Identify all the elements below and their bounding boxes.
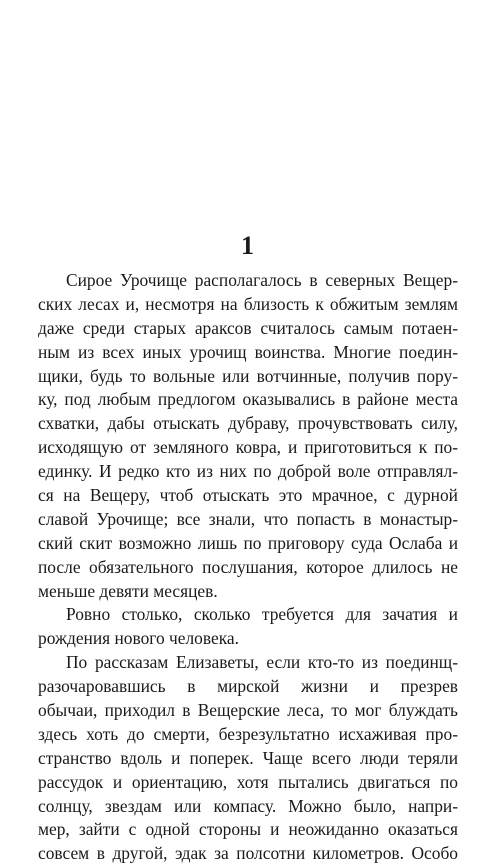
text-line: Сирое Урочище располагалось в северных Вещер-: [66, 270, 458, 290]
text-line: щики, будь то вольные или вотчинные, получив пору-: [38, 365, 458, 386]
text-line: ский скит возможно лишь по приговору суда Ослаба и: [38, 532, 458, 553]
text-line: ку, под любым предлогом оказывались в районе места: [38, 389, 458, 410]
text-line: меньше девяти месяцев.: [38, 580, 218, 601]
text-line: По рассказам Елизаветы, если кто-то из поединщ-: [66, 652, 458, 673]
paragraph-1: [38, 269, 458, 603]
text-line: рождения нового человека.: [38, 628, 239, 649]
text-line: даже среди старых араксов считалось самым потаен-: [38, 317, 458, 338]
text-line: единку. И редко кто из них по доброй воле отправлял-: [38, 461, 458, 482]
chapter-number: 1: [241, 231, 254, 260]
text-line: исходящую от земляного ковра, и приготовиться к по-: [38, 437, 458, 458]
chapter-body: [38, 269, 458, 866]
text-line: ным из всех иных урочищ воинства. Многие поедин-: [38, 341, 458, 362]
text-line: солнцу, звездам или компасу. Можно было, напри-: [38, 795, 458, 816]
text-line: славой Урочище; все знали, что попасть в монастыр-: [38, 508, 458, 529]
text-line: после обязательного послушания, которое длилось не: [38, 556, 458, 577]
text-line: разочаровавшись в мирской жизни и презрев: [38, 676, 458, 697]
text-line: Ровно столько, сколько требуется для зачатия и: [66, 604, 458, 625]
text-line: рассудок и ориентацию, хотя пытались двигаться по: [38, 771, 458, 792]
text-line: совсем в другой, эдак за полсотни километров. Особо: [38, 843, 458, 864]
text-line: мер, зайти с одной стороны и неожиданно оказаться: [38, 819, 458, 840]
text-line: обычаи, приходил в Вещерские леса, то мог блуждать: [38, 700, 458, 721]
text-line: странство вдоль и поперек. Чаще всего люди теряли: [38, 747, 458, 768]
text-line: ся на Вещеру, чтоб отыскать это мрачное, с дурной: [38, 485, 458, 506]
text-line: ских лесах и, несмотря на близость к обжитым землям: [38, 293, 458, 314]
text-line: схватки, дабы отыскать дубраву, прочувствовать силу,: [38, 413, 458, 434]
paragraph-2: [38, 603, 458, 651]
text-line: здесь хоть до смерти, безрезультатно исхаживая про-: [38, 723, 458, 744]
paragraph-3: [38, 651, 458, 866]
